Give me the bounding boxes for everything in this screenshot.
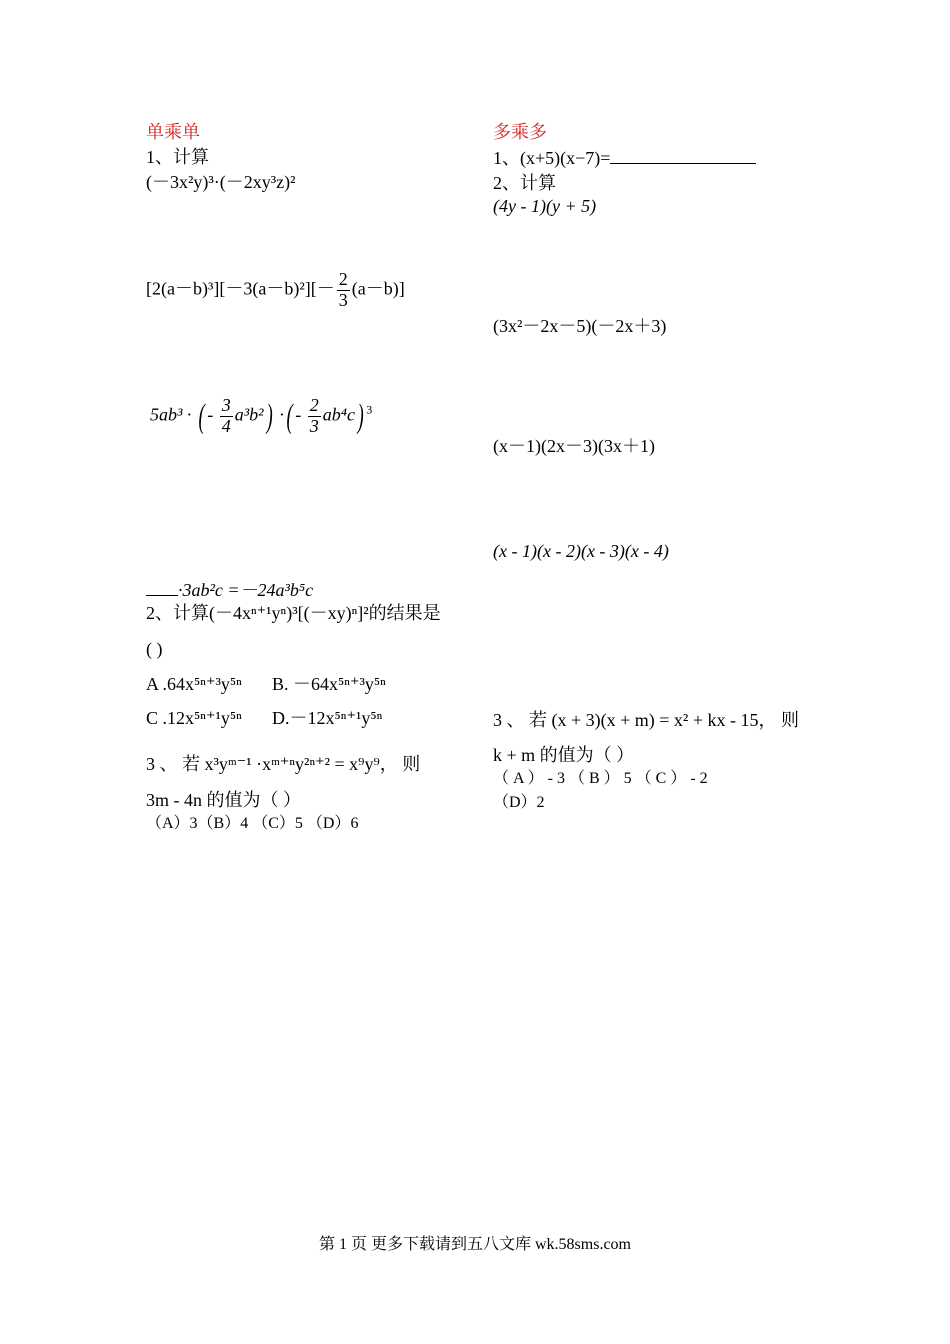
paren-close-icon: ) xyxy=(357,397,364,435)
paren-close-icon: ) xyxy=(266,397,273,435)
left-heading: 单乘单 xyxy=(146,122,200,142)
fraction xyxy=(308,396,321,437)
right-q2-expr4: (x - 1)(x - 2)(x - 3)(x - 4) xyxy=(493,541,669,561)
left-q2-option-b: B. －64x⁵ⁿ⁺³y⁵ⁿ xyxy=(272,674,386,694)
left-q2-option-d: D.－12x⁵ⁿ⁺¹y⁵ⁿ xyxy=(272,708,383,728)
fraction-numerator: 2 xyxy=(338,269,348,289)
left-q2-stem: 2、计算(－4xⁿ⁺¹yⁿ)³[(－xy)ⁿ]²的结果是 xyxy=(146,603,441,623)
right-q3-ask: k + m 的值为（ ） xyxy=(493,745,635,765)
right-q2-expr1: (4y - 1)(y + 5) xyxy=(493,196,597,216)
right-q2-label: 2、计算 xyxy=(493,173,556,193)
fraction-numerator: 2 xyxy=(309,395,319,415)
fraction xyxy=(337,270,350,311)
right-q3-options: （ A ） - 3 （ B ） 5 （ C ） - 2 xyxy=(493,770,708,787)
left-q1-expr4-text: ·3ab²c =－24a³b⁵c xyxy=(178,580,314,600)
paren-open-icon: ( xyxy=(198,397,205,435)
answer-blank[interactable] xyxy=(146,595,178,596)
left-q1-expr2-part-b: (a－b)] xyxy=(351,278,405,299)
fraction-denominator: 4 xyxy=(221,415,231,436)
left-q1-expr3: 5ab³ · ( - $\frac{3}{4}$ a³b²) ·( - $\frac{2}{3}$ ab⁴c) $^3$ xyxy=(150,395,373,436)
left-q1-expr4 xyxy=(146,580,313,601)
right-q2-expr2: (3x²－2x－5)(－2x＋3) xyxy=(493,316,667,336)
page-footer: 第 1 页 更多下载请到五八文库 wk.58sms.com xyxy=(318,1236,631,1253)
right-q2-expr3: (x－1)(2x－3)(3x＋1) xyxy=(493,436,655,456)
left-q2-option-a: A .64x⁵ⁿ⁺³y⁵ⁿ xyxy=(146,674,242,694)
right-q1 xyxy=(493,148,756,169)
left-q1-expr1: (－3x²y)³·(－2xy³z)² xyxy=(146,172,296,192)
fraction xyxy=(220,396,233,437)
left-q3-ask: 3m - 4n 的值为（ ） xyxy=(146,790,301,810)
left-q1-expr2-part-a: [2(a－b)³][－3(a－b)²][－ xyxy=(146,278,335,299)
right-q3-stem: 3 、 若 (x + 3)(x + m) = x² + kx - 15， 则 xyxy=(493,710,799,730)
left-q1-expr2 xyxy=(146,270,405,311)
left-q1-expr3-f2-tail: ab⁴c xyxy=(322,404,355,425)
right-heading: 多乘多 xyxy=(493,122,547,142)
answer-blank[interactable] xyxy=(610,163,756,164)
fraction-denominator: 3 xyxy=(338,289,348,310)
left-q2-paren: ( ) xyxy=(146,639,163,659)
left-q1-expr3-f1-tail: a³b² xyxy=(234,404,264,425)
left-q3-options: （A）3（B）4 （C）5 （D）6 xyxy=(146,815,359,832)
left-q3-stem: 3 、 若 x³yᵐ⁻¹ ·xᵐ⁺ⁿy²ⁿ⁺² = x⁹y⁹， 则 xyxy=(146,754,421,774)
right-q3-option-d: （D）2 xyxy=(493,794,545,811)
right-q1-text: 1、(x+5)(x−7)= xyxy=(493,148,611,168)
left-q1-label: 1、计算 xyxy=(146,147,209,167)
left-q2-option-c: C .12x⁵ⁿ⁺¹y⁵ⁿ xyxy=(146,708,242,728)
fraction-denominator: 3 xyxy=(309,415,319,436)
fraction-numerator: 3 xyxy=(221,395,231,415)
paren-open-icon: ( xyxy=(286,397,293,435)
left-q1-expr3-part-a: 5ab³ · xyxy=(150,404,192,425)
